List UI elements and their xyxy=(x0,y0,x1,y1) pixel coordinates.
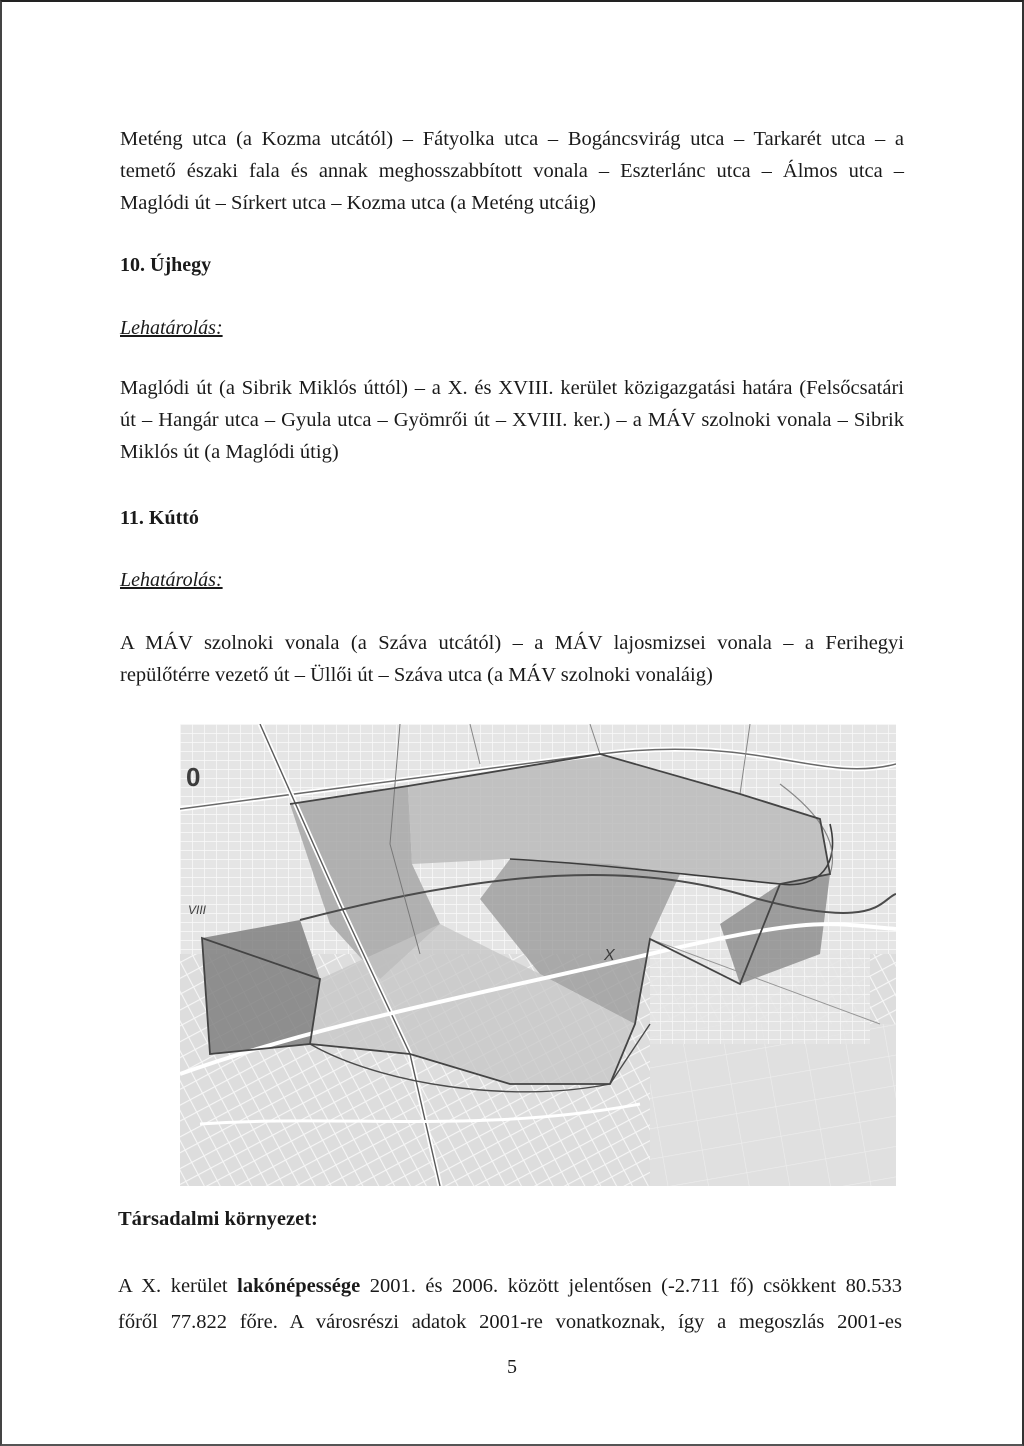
text-run: A X. kerület xyxy=(118,1275,238,1297)
map-label-viii: VIII xyxy=(188,903,207,917)
page-number: 5 xyxy=(507,1356,517,1378)
text-bold-run: lakónépessége xyxy=(237,1275,361,1297)
text-line: temető északi fala és annak meghosszabbított vonala – Eszterlánc utca – Álmos utca – xyxy=(120,160,904,182)
section-heading-social: Társadalmi környezet: xyxy=(118,1208,318,1230)
intro-paragraph xyxy=(120,123,904,219)
text-line: Maglódi út (a Sibrik Miklós úttól) – a X. és XVIII. kerület közigazgatási határa (Felsőcsatári xyxy=(120,377,904,399)
social-paragraph xyxy=(118,1268,902,1340)
text-line: A MÁV szolnoki vonala (a Száva utcától) – a MÁV lajosmizsei vonala – a Ferihegyi xyxy=(120,632,904,654)
map-label-x: X xyxy=(604,947,615,964)
district-map-drawing xyxy=(180,724,896,1186)
section-heading-ujhegy: 10. Újhegy xyxy=(120,254,212,276)
text-line: Miklós út (a Maglódi útig) xyxy=(120,441,339,463)
text-line: út – Hangár utca – Gyula utca – Gyömrői út – XVIII. ker.) – a MÁV szolnoki vonala – Sibrik xyxy=(120,409,904,431)
text-line: Meténg utca (a Kozma utcától) – Fátyolka utca – Bogáncsvirág utca – Tarkarét utca – a xyxy=(120,128,904,150)
section-heading-kutto: 11. Kúttó xyxy=(120,507,199,529)
section-kutto-paragraph xyxy=(120,627,904,691)
text-line-2: főről 77.822 főre. A városrészi adatok 2001-re vonatkoznak, így a megoszlás 2001-es xyxy=(118,1311,902,1333)
district-map xyxy=(180,724,896,1186)
section-ujhegy-paragraph xyxy=(120,372,904,468)
text-line-1 xyxy=(118,1268,902,1304)
text-line: repülőtérre vezető út – Üllői út – Száva utca (a MÁV szolnoki vonaláig) xyxy=(120,664,713,686)
map-label-zero: 0 xyxy=(186,762,201,792)
text-run: 2001. és 2006. között jelentősen (-2.711 fő) csökkent 80.533 xyxy=(360,1275,902,1297)
text-line: Maglódi út – Sírkert utca – Kozma utca (a Meténg utcáig) xyxy=(120,192,596,214)
section-subheading: Lehatárolás: xyxy=(120,317,223,339)
section-subheading: Lehatárolás: xyxy=(120,569,223,591)
